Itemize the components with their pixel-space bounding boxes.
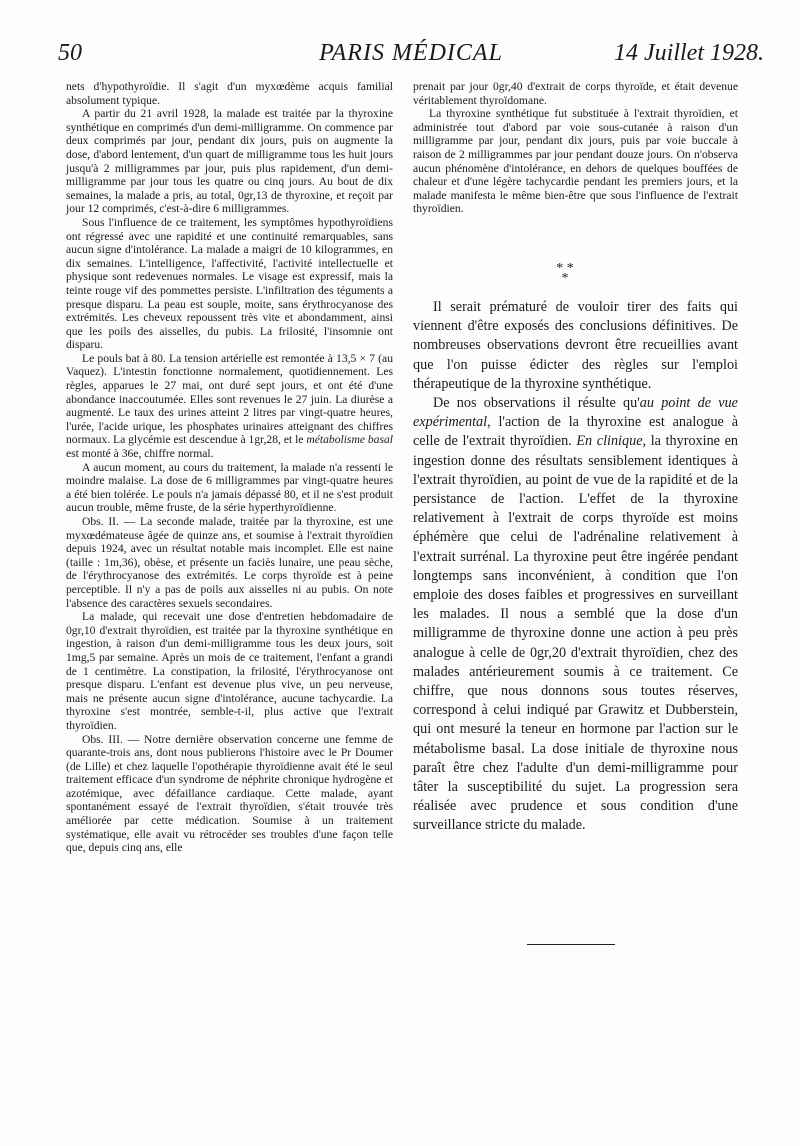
- paragraph: [66, 352, 393, 461]
- right-column-conclusion: [413, 298, 738, 836]
- issue-date: 14 Juillet 1928.: [614, 40, 764, 66]
- running-title: PARIS MÉDICAL: [319, 40, 503, 66]
- text-run: Le pouls bat à 80. La tension artérielle est remontée à 13,5 × 7 (au Vaquez). L'intestin fonctionne normalement, quotidiennement. Les règles, apparues le 27 mai, ont duré sept jours, et ont été d'une abondance inaccoutumée. Elles sont revenues le 27 juin. La diurèse a augmenté. Le taux des urines atteint 2 litres par vingt-quatre heures, l'urée, l'acide urique, les phosphates urinaires atteignant des chiffres normaux. La glycémie est descendue à 1gr,28, et le: [66, 351, 393, 447]
- page-number: 50: [58, 40, 82, 66]
- italic-term: métabolisme basal: [306, 433, 393, 447]
- paragraph: La malade, qui recevait une dose d'entretien hebdomadaire de 0gr,10 d'extrait thyroïdien, est traitée par la thyroxine synthétique en ingestion, à raison d'un demi-milligramme tous les deux jours, soit 1mg,5 par semaine. Après un mois de ce traitement, l'enfant a grandi de 1 centimètre. La constipation, la frilosité, l'érythrocyanose ont presque disparu. L'enfant est devenue plus vive, un peu nerveuse, mais ne présente aucun signe d'intolérance, aucune tachycardie. La thyroxine s'est montrée, semble-t-il, plus active que l'extrait thyroïdien.: [66, 610, 393, 732]
- text-run: , l'action de la thyroxine est analogue à celle de l'extrait thyroïdien.: [413, 414, 738, 450]
- paragraph: A aucun moment, au cours du traitement, la malade n'a ressenti le moindre malaise. La dose de 6 milligrammes par vingt-quatre heures a été bien tolérée. Le pouls n'a jamais dépassé 80, et il ne s'est produit aucun trouble, même fruste, de la série hyperthyroïdienne.: [66, 460, 393, 515]
- paragraph: Obs. II. — La seconde malade, traitée par la thyroxine, est une myxœdémateuse âgée de quinze ans, et soumise à l'extrait thyroïdien depuis 1924, avec un résultat notable mais incomplet. Elle est naine (taille : 1m,36), obèse, et présente un faciès lunaire, une peau sèche, de l'érythrocyanose des extrémités. Le corps thyroïde est à peine perceptible. Il n'y a pas de poils aux aisselles ni au pubis. On note l'absence des caractères sexuels secondaires.: [66, 515, 393, 610]
- paragraph: nets d'hypothyroïdie. Il s'agit d'un myxœdème acquis familial absolument typique.: [66, 80, 393, 107]
- paragraph: A partir du 21 avril 1928, la malade est traitée par la thyroxine synthétique en comprimés d'un demi-milligramme. On commence par deux comprimés par jour, pendant dix jours, puis on augmente la dose, d'abord lentement, d'un quart de milligramme tous les huit jours jusqu'à 2 milligrammes par jour, puis plus rapidement, d'un demi-milligramme par jour tous les quatre ou cinq jours. Au bout de dix semaines, la malade a pris, au total, 0gr,13 de thyroxine, et reçoit par jour 12 comprimés, c'est-à-dire 6 milligrammes.: [66, 107, 393, 216]
- paragraph: Sous l'influence de ce traitement, les symptômes hypothyroïdiens ont régressé avec une rapidité et une continuité remarquables, sans aucun signe d'intolérance. La malade a maigri de 10 kilogrammes, en dix semaines. L'intelligence, l'affectivité, l'activité intellectuelle et physique sont redevenues normales. Le visage est expressif, mais la teinte rouge vif des pommettes persiste. L'infiltration des téguments a presque disparu. La peau est souple, moite, sans érythrocyanose des extrémités. Les cheveux repoussent très vite et abondamment, ainsi que les poils des aisselles, du pubis. La frilosité, l'insomnie ont disparu.: [66, 215, 393, 352]
- end-rule: [527, 944, 615, 945]
- italic-term: En clinique: [576, 433, 643, 450]
- text-run: , la thyroxine en ingestion donne des résultats sensiblement identiques à l'extrait thyroïdien, au point de vue de la rapidité et de la persistance de l'action. L'effet de la thyroxine relativement à l'extrait de corps thyroïde est moins éphémère que celui de l'adrénaline relativement à l'extrait surrénal. La thyroxine peut être ingérée pendant longtemps sans inconvénient, à condition que l'on emploie des doses faibles et progressives en surveillant les malades. Il nous a semblé que la dose d'un milligramme de thyroxine donne une action à peu près analogue à celle de 0gr,20 d'extrait thyroïdien, chez des malades antérieurement soumis à ce traitement. Ce chiffre, que nous donnons sous toutes réserves, correspond à celui indiqué par Grawitz et Dubberstein, qui ont mesuré la teneur en hormone par l'action sur le métabolisme basal. La dose initiale de thyroxine nous paraît être chez l'adulte d'un demi-milligramme pour tâter la susceptibilité du sujet. La progression sera réalisée avec prudence et sous condition d'une surveillance stricte du malade.: [413, 433, 739, 834]
- left-column: [66, 80, 393, 855]
- page-header: [58, 40, 764, 76]
- right-column-top: [413, 80, 738, 216]
- paragraph: La thyroxine synthétique fut substituée à l'extrait thyroïdien, et administrée tout d'abord par voie sous-cutanée à raison d'un milligramme par jour, pendant dix jours, puis par voie buccale à raison de 2 milligrammes par jour pendant douze jours. On n'observa aucun phénomène d'intolérance, en dehors de quelques bouffées de chaleur et d'une légère tachycardie pendant les premiers jours, et la malade manifesta le même bien-être que sous l'influence de l'extrait thyroïdien.: [413, 107, 738, 216]
- paragraph: Il serait prématuré de vouloir tirer des faits qui viennent d'être exposés des conclusions définitives. De nombreuses observations devront être recueillies avant que l'on puisse édicter des règles sur l'emploi thérapeutique de la thyroxine synthétique.: [413, 299, 738, 392]
- paragraph: prenait par jour 0gr,40 d'extrait de corps thyroïde, et était devenue véritablement thyroïdomane.: [413, 80, 738, 107]
- text-run: est monté à 36e, chiffre normal.: [66, 447, 214, 461]
- paragraph: Obs. III. — Notre dernière observation concerne une femme de quarante-trois ans, dont nous publierons l'histoire avec le Pr Doumer (de Lille) et chez laquelle l'opothérapie thyroïdienne avait été le seul traitement efficace d'un syndrome de néphrite chronique hydrogène et azotémique, avec défaillance cardiaque. Cette malade, ayant spontanément essayé de l'extrait thyroïdien, s'était trouvée très améliorée par cette médication. Soumise à un traitement systématique, elle avait vu rétrocéder ses troubles d'une façon telle que, depuis cinq ans, elle: [66, 732, 393, 855]
- asterism: * * *: [556, 261, 574, 286]
- section-separator-asterisks: [545, 261, 585, 288]
- paragraph: [413, 394, 738, 836]
- italic-term: au point de vue expérimental: [413, 395, 738, 431]
- text-run: De nos observations il résulte qu': [433, 395, 640, 412]
